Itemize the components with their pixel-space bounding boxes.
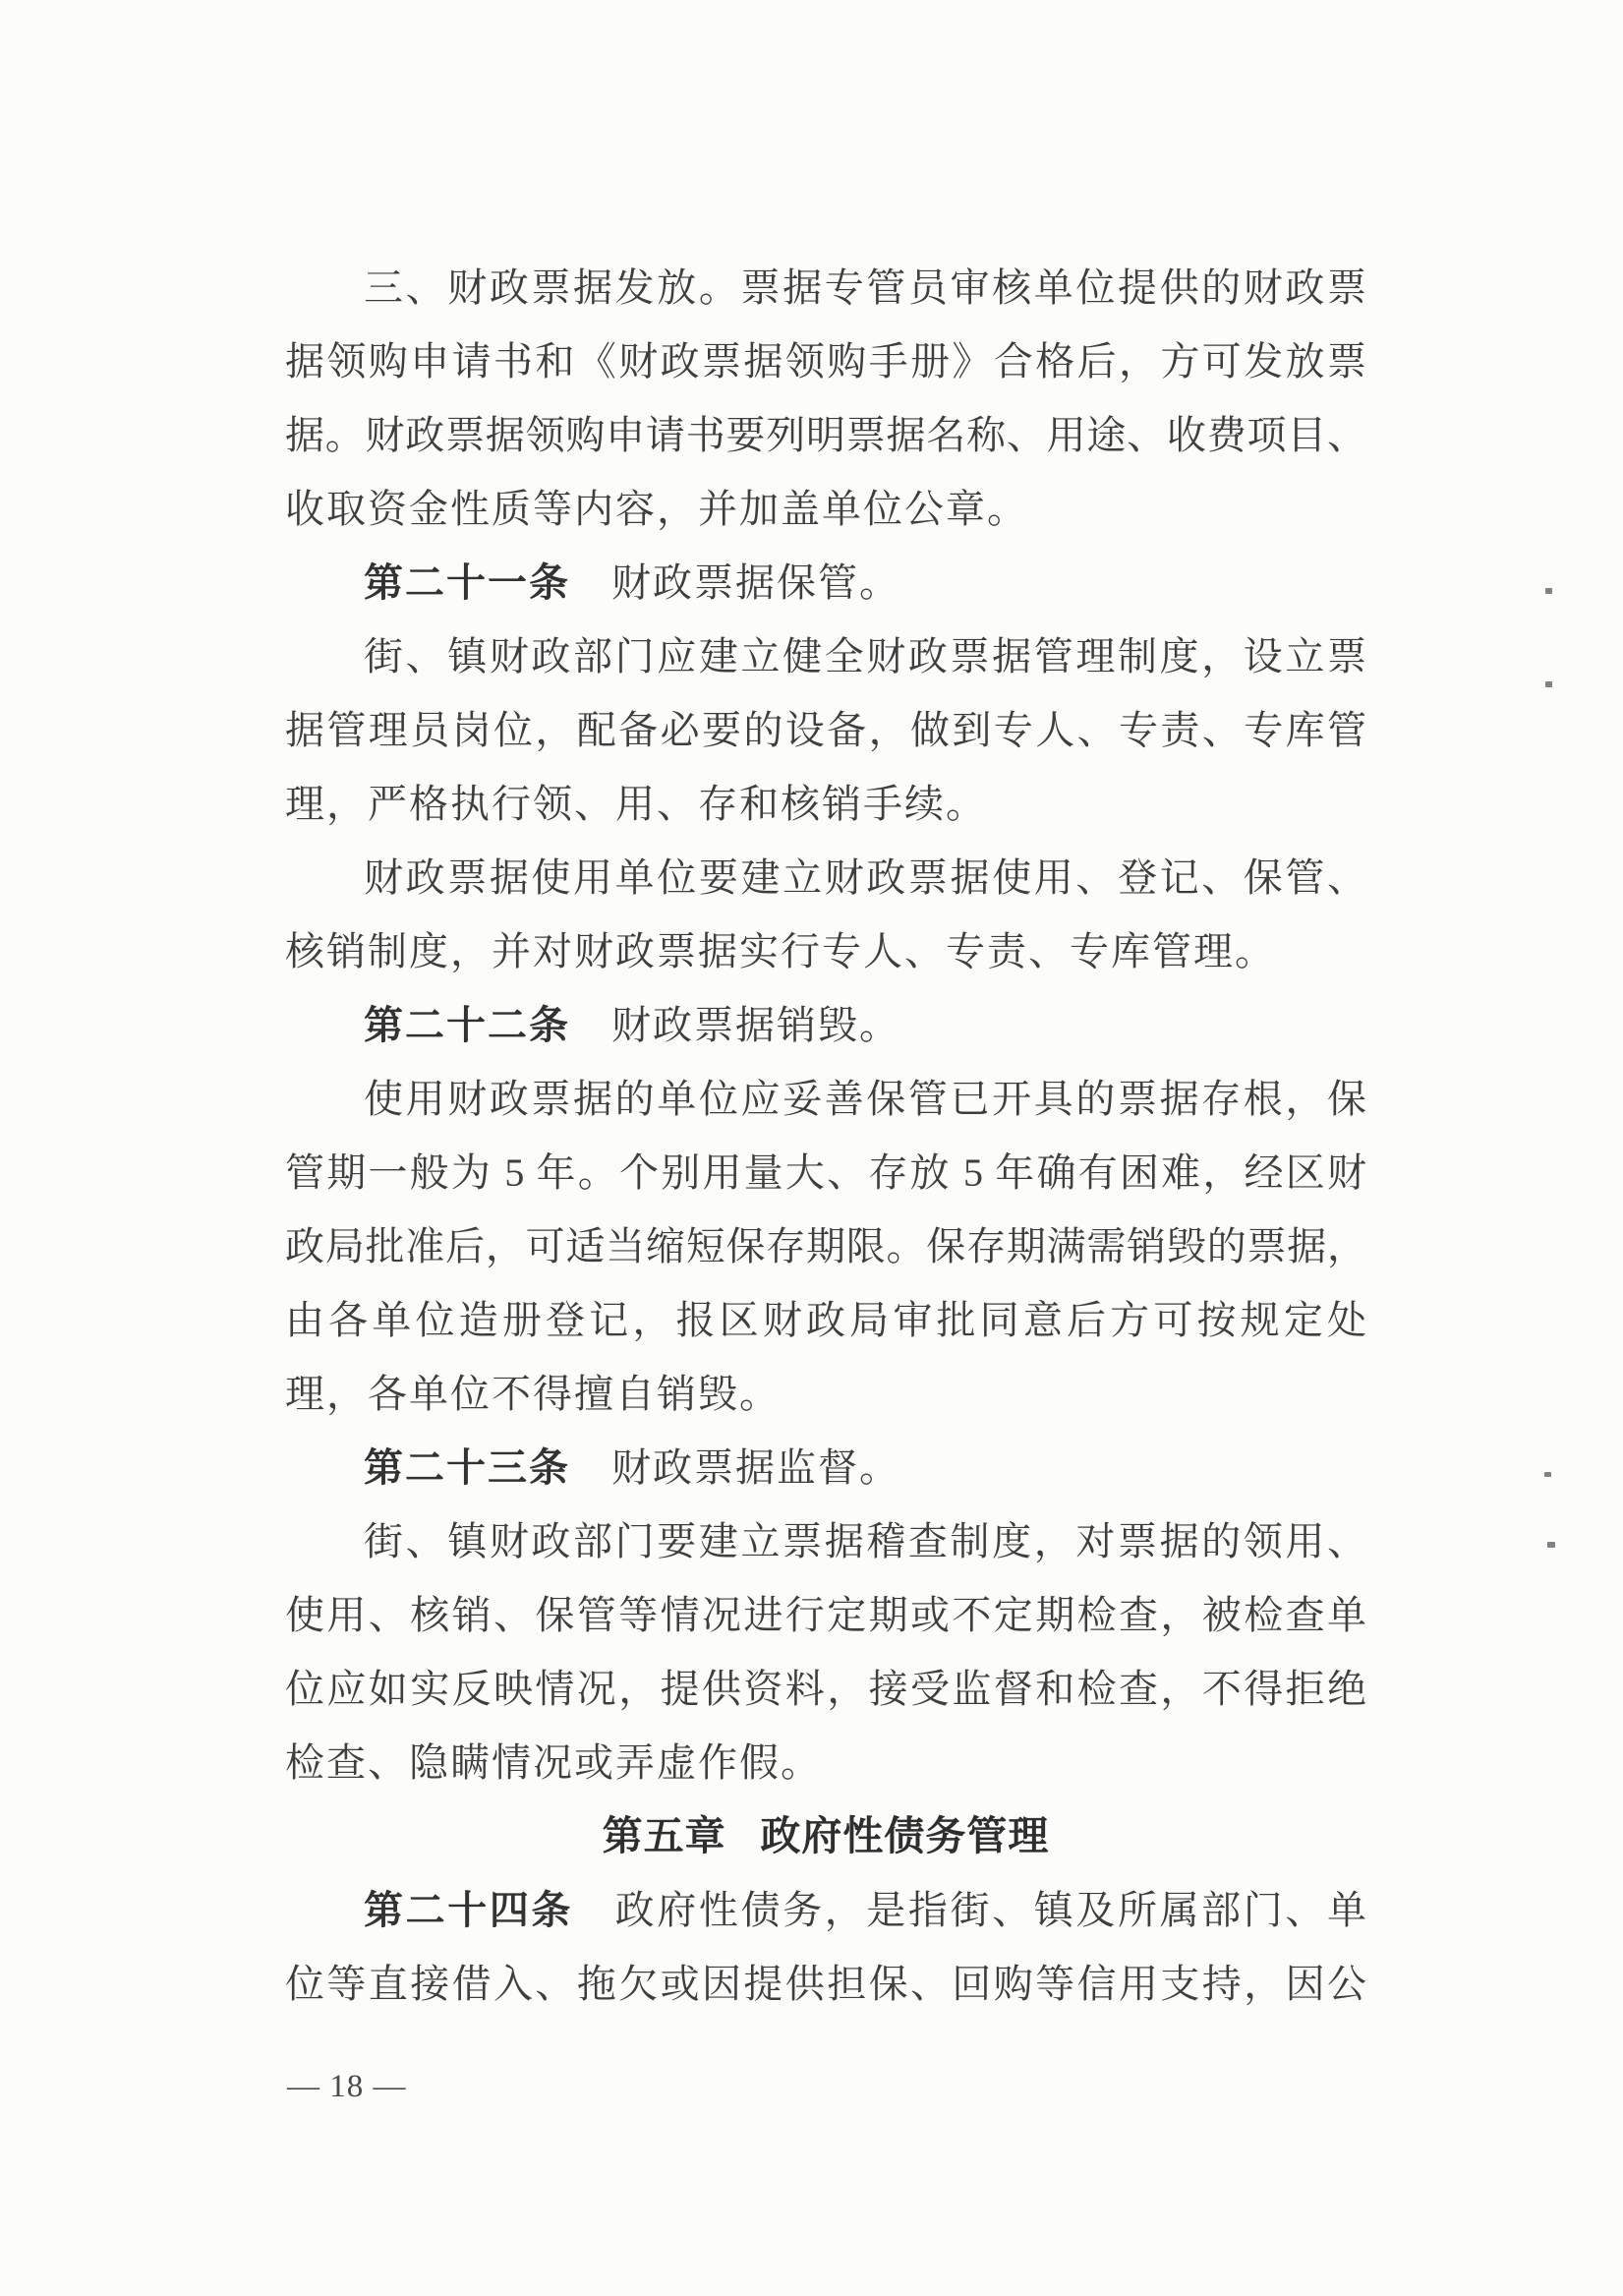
body-line: 据领购申请书和《财政票据领购手册》合格后，方可发放票 [285,339,1366,383]
chapter-number: 第五章 [602,1813,726,1858]
body-line: 位等直接借入、拖欠或因提供担保、回购等信用支持，因公 [285,1962,1366,2006]
body-line: 位应如实反映情况，提供资料，接受监督和检查，不得拒绝 [285,1667,1366,1711]
chapter-heading [285,1799,1366,1873]
article-heading-24 [285,1873,1366,1947]
article-heading-22 [285,988,1366,1062]
body-line: 核销制度，并对财政票据实行专人、专责、专库管理。 [285,929,1276,973]
body-line: 理，严格执行领、用、存和核销手续。 [285,782,987,826]
scan-speck [1545,588,1552,594]
article-number: 第二十三条 [364,1445,570,1490]
body-line: 据管理员岗位，配备必要的设备，做到专人、专责、专库管 [285,708,1366,752]
body-line: 检查、隐瞒情况或弄虚作假。 [285,1740,822,1785]
body-line: 使用财政票据的单位应妥善保管已开具的票据存根，保 [364,1077,1366,1121]
chapter-title: 政府性债务管理 [760,1813,1050,1858]
scan-speck [1545,681,1552,687]
article-title: 财政票据保管。 [570,560,900,605]
body-line: 使用、核销、保管等情况进行定期或不定期检查，被检查单 [285,1593,1366,1637]
article-number: 第二十一条 [364,560,570,605]
body-line: 财政票据使用单位要建立财政票据使用、登记、保管、 [364,855,1366,900]
body-line: 据。财政票据领购申请书要列明票据名称、用途、收费项目、 [285,413,1366,457]
body-line: 理，各单位不得擅自销毁。 [285,1372,781,1416]
page-number: — 18 — [287,2069,407,2104]
body-line: 收取资金性质等内容，并加盖单位公章。 [285,487,1028,531]
body-line: 街、镇财政部门应建立健全财政票据管理制度，设立票 [364,634,1366,678]
article-number: 第二十二条 [364,1003,570,1047]
body-line: 三、财政票据发放。票据专管员审核单位提供的财政票 [364,265,1366,310]
body-line: 街、镇财政部门要建立票据稽查制度，对票据的领用、 [364,1519,1366,1563]
body-line: 管期一般为 5 年。个别用量大、存放 5 年确有困难，经区财 [285,1150,1366,1195]
scan-speck [1544,1472,1551,1477]
article-title: 财政票据监督。 [570,1445,900,1490]
body-line: 由各单位造册登记，报区财政局审批同意后方可按规定处 [285,1298,1366,1342]
article-number: 第二十四条 [364,1888,574,1932]
article-heading-23 [285,1431,1366,1504]
article-heading-21 [285,546,1366,619]
scan-speck [1547,1542,1555,1548]
body-line: 政局批准后，可适当缩短保存期限。保存期满需销毁的票据， [285,1224,1366,1268]
article-body-start: 政府性债务，是指街、镇及所属部门、单 [573,1888,1366,1932]
document-body [285,251,1366,2021]
article-title: 财政票据销毁。 [570,1003,900,1047]
